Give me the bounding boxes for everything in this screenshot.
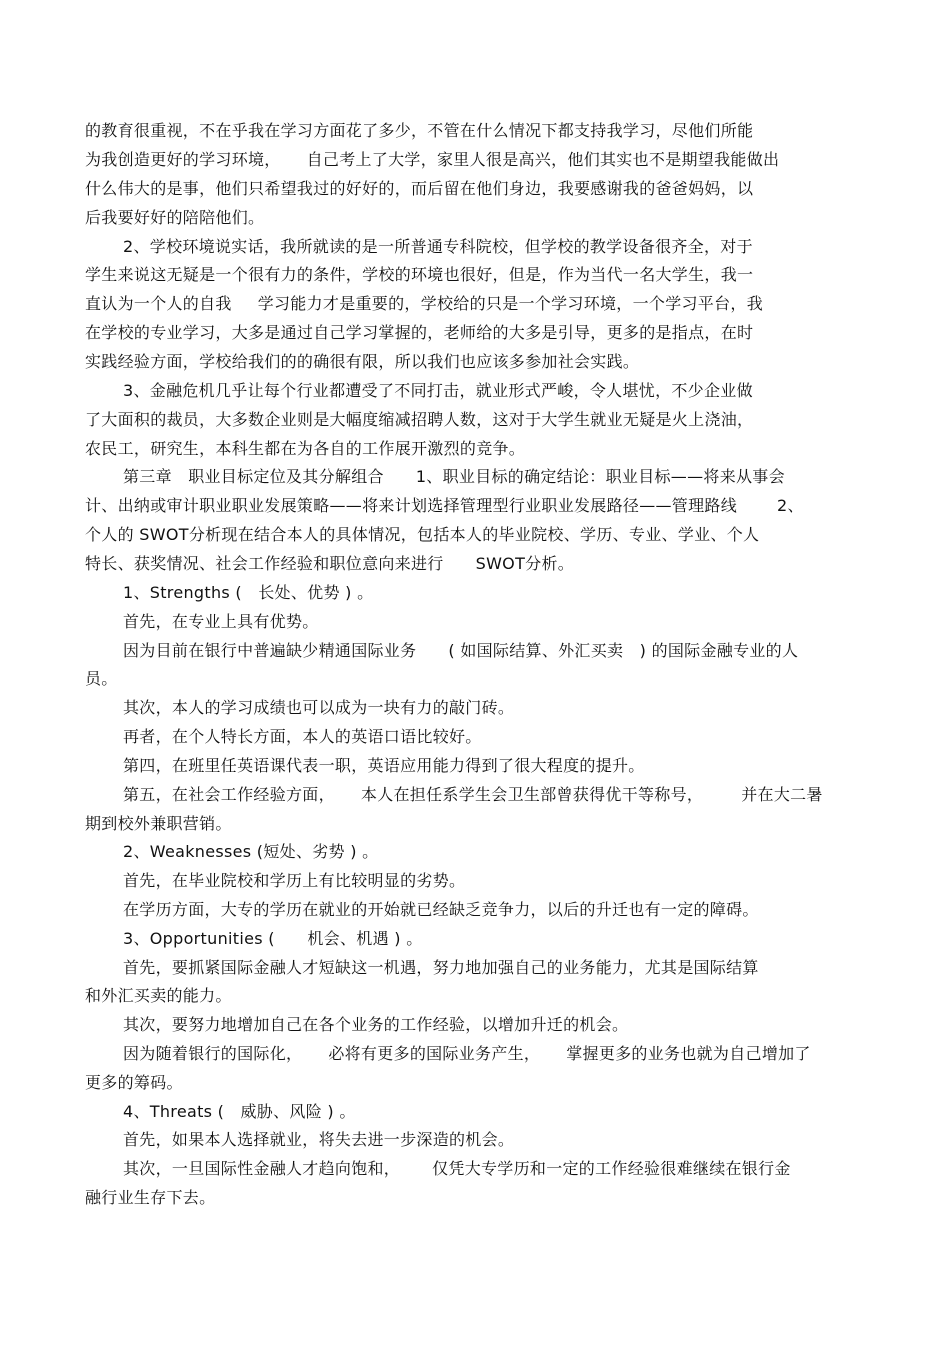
text-line: 和外汇买卖的能力。: [85, 986, 232, 1005]
chapter-heading-line: 第三章 职业目标定位及其分解组合 1、职业目标的确定结论：职业目标——将来从事会: [123, 467, 785, 486]
text-line: 2、学校环境说实话，我所就读的是一所普通专科院校，但学校的教学设备很齐全，对于: [123, 237, 753, 256]
text-line: 其次，要努力地增加自己在各个业务的工作经验，以增加升迁的机会。: [123, 1015, 629, 1034]
swot-heading-strengths: 1、Strengths ( 长处、优势 ) 。: [123, 583, 374, 602]
text-line: 为我创造更好的学习环境， 自己考上了大学，家里人很是高兴，他们其实也不是期望我能做出: [85, 150, 780, 169]
text-line: 后我要好好的陪陪他们。: [85, 208, 265, 227]
text-line: 期到校外兼职营销。: [85, 814, 232, 833]
text-line: 第五，在社会工作经验方面， 本人在担任系学生会卫生部曾获得优干等称号， 并在大二暑: [123, 785, 823, 804]
text-line: 第四，在班里任英语课代表一职，英语应用能力得到了很大程度的提升。: [123, 756, 645, 775]
text-line: 计、出纳或审计职业职业发展策略——将来计划选择管理型行业职业发展路径——管理路线 2、: [85, 496, 804, 515]
text-line: 因为目前在银行中普遍缺少精通国际业务 ( 如国际结算、外汇买卖 ) 的国际金融专业的人: [123, 641, 799, 660]
swot-heading-threats: 4、Threats ( 威胁、风险 ) 。: [123, 1102, 356, 1121]
swot-heading-weaknesses: 2、Weaknesses (短处、劣势 ) 。: [123, 842, 379, 861]
text-line: 其次，一旦国际性金融人才趋向饱和， 仅凭大专学历和一定的工作经验很难继续在银行金: [123, 1159, 791, 1178]
text-line: 个人的 SWOT分析现在结合本人的具体情况，包括本人的毕业院校、学历、专业、学业、个人: [85, 525, 760, 544]
text-line: 首先，在专业上具有优势。: [123, 612, 319, 631]
text-line: 在学历方面，大专的学历在就业的开始就已经缺乏竞争力，以后的升迁也有一定的障碍。: [123, 900, 759, 919]
text-line: 员。: [85, 669, 118, 688]
text-line: 因为随着银行的国际化， 必将有更多的国际业务产生， 掌握更多的业务也就为自己增加了: [123, 1044, 811, 1063]
text-line: 更多的筹码。: [85, 1073, 183, 1092]
text-line: 实践经验方面，学校给我们的的确很有限，所以我们也应该多参加社会实践。: [85, 352, 640, 371]
text-line: 了大面积的裁员，大多数企业则是大幅度缩减招聘人数，这对于大学生就业无疑是火上浇油，: [85, 410, 754, 429]
text-line: 首先，在毕业院校和学历上有比较明显的劣势。: [123, 871, 466, 890]
text-line: 农民工，研究生，本科生都在为各自的工作展开激烈的竞争。: [85, 439, 526, 458]
swot-heading-opportunities: 3、Opportunities ( 机会、机遇 ) 。: [123, 929, 423, 948]
text-line: 其次，本人的学习成绩也可以成为一块有力的敲门砖。: [123, 698, 515, 717]
text-line: 的教育很重视，不在乎我在学习方面花了多少，不管在什么情况下都支持我学习，尽他们所能: [85, 121, 754, 140]
text-line: 融行业生存下去。: [85, 1188, 216, 1207]
text-line: 什么伟大的是事，他们只希望我过的好好的，而后留在他们身边，我要感谢我的爸爸妈妈，以: [85, 179, 754, 198]
text-line: 首先，如果本人选择就业，将失去进一步深造的机会。: [123, 1130, 515, 1149]
text-line: 特长、获奖情况、社会工作经验和职位意向来进行 SWOT分析。: [85, 554, 575, 573]
text-line: 学生来说这无疑是一个很有力的条件，学校的环境也很好，但是，作为当代一名大学生，我一: [85, 265, 754, 284]
text-line: 首先，要抓紧国际金融人才短缺这一机遇，努力地加强自己的业务能力，尤其是国际结算: [123, 958, 759, 977]
text-line: 3、金融危机几乎让每个行业都遭受了不同打击，就业形式严峻，令人堪忧，不少企业做: [123, 381, 753, 400]
text-line: 在学校的专业学习，大多是通过自己学习掌握的，老师给的大多是引导，更多的是指点，在时: [85, 323, 754, 342]
text-line: 直认为一个人的自我 学习能力才是重要的，学校给的只是一个学习环境，一个学习平台，我: [85, 294, 764, 313]
text-line: 再者，在个人特长方面，本人的英语口语比较好。: [123, 727, 482, 746]
